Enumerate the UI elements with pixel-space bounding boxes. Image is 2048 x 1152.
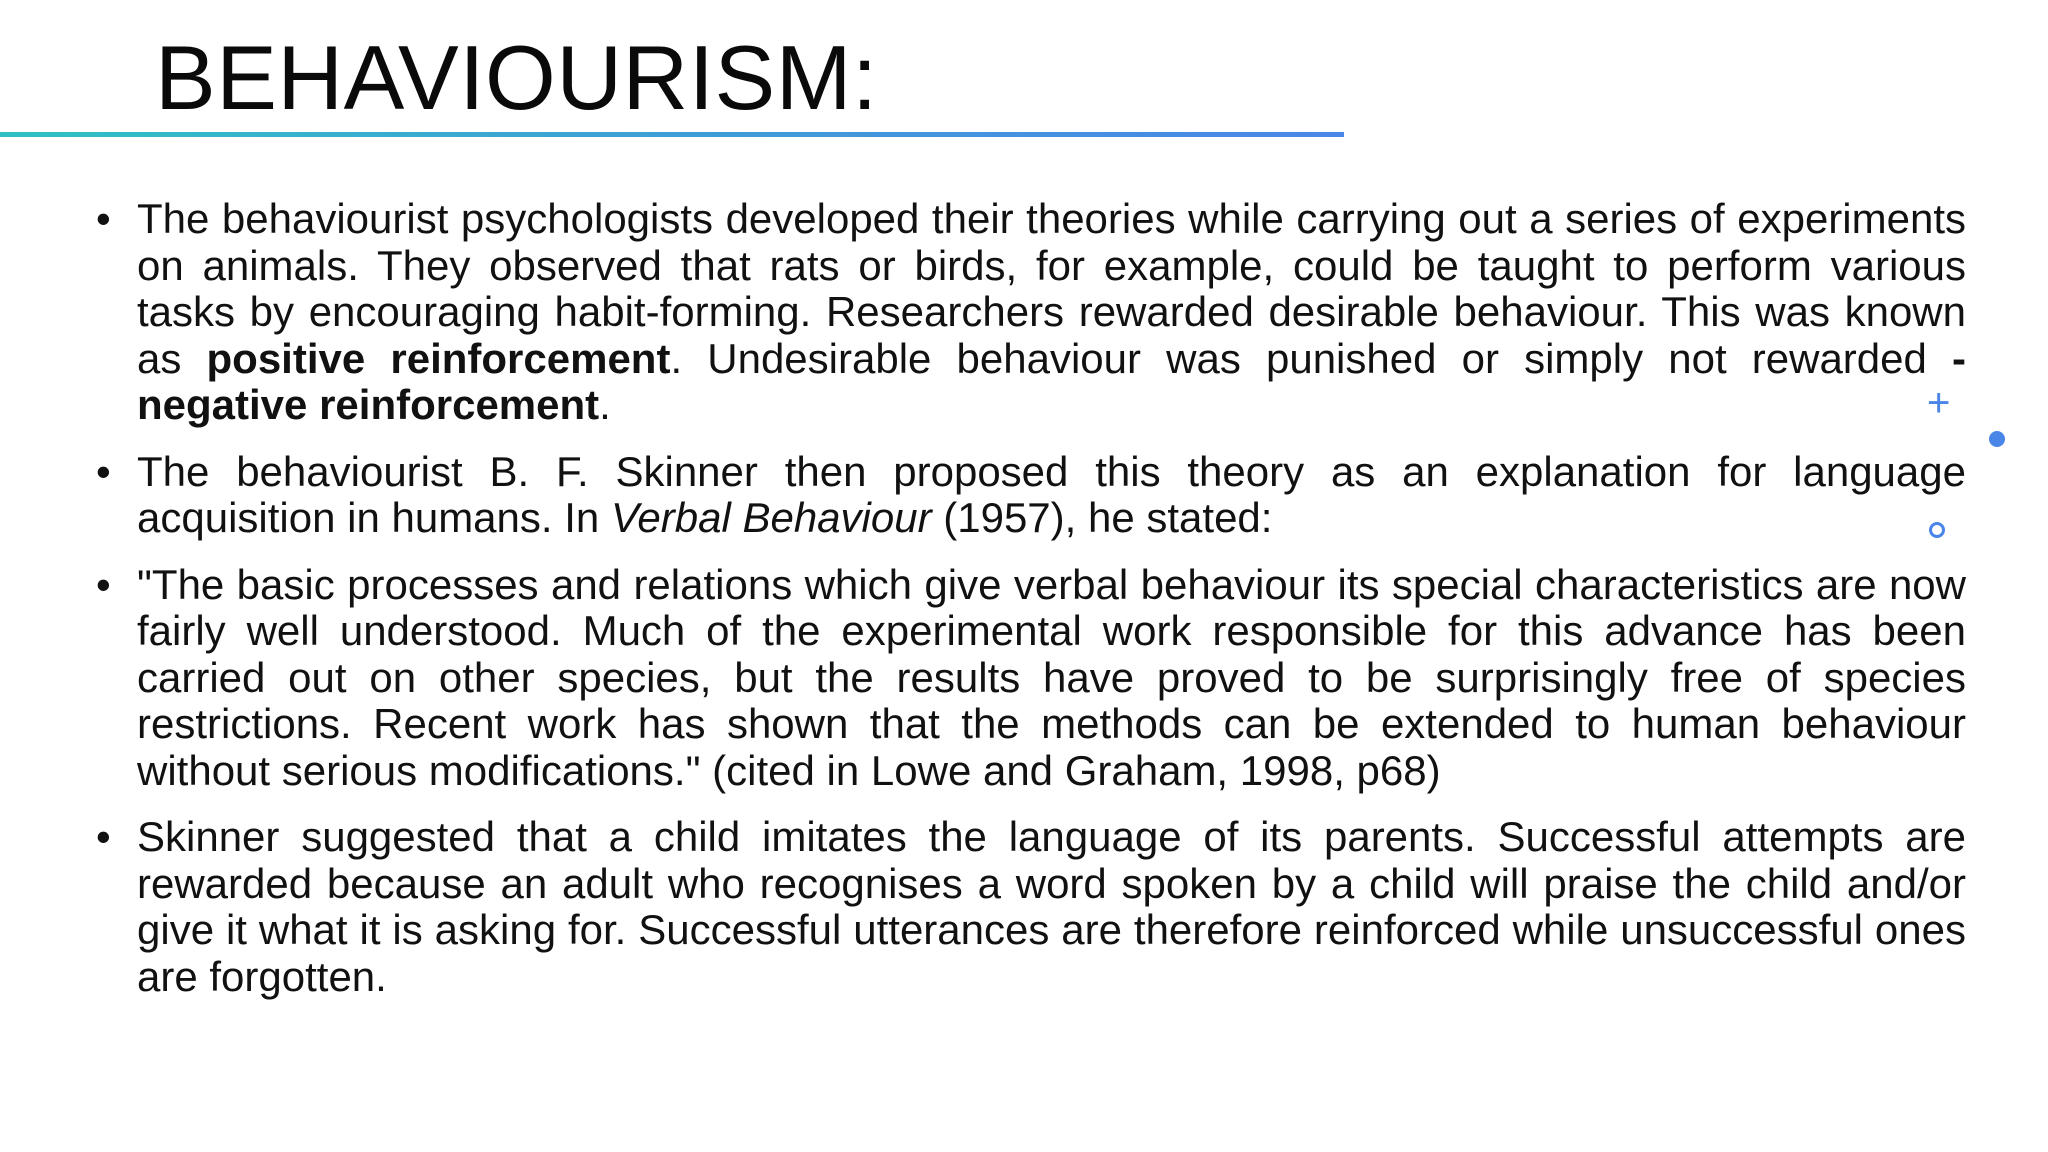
bullet-text-segment: .: [599, 381, 611, 428]
negative-reinforcement-term: - negative reinforcement: [137, 334, 1967, 428]
bullet-text-segment: (1957), he stated:: [931, 494, 1273, 541]
bullet-text-segment: The behaviourist B. F. Skinner then proposed this theory as an explanation for language acquisition in humans. In: [137, 447, 1966, 541]
bullet-item: [96, 196, 1966, 429]
title-underline: [0, 132, 1344, 137]
book-title: Verbal Behaviour: [610, 494, 932, 541]
bullet-marker: •: [96, 560, 111, 608]
slide-body: [96, 196, 1966, 1020]
bullet-item: [96, 562, 1966, 795]
bullet-marker: •: [96, 195, 111, 242]
quote-text: "The basic processes and relations which give verbal behaviour its special characteristics are now fairly well understood. Much of the experimental work responsible for this advance has been carried out on other species, but the results have proved to be surprisingly free of species restrictions. Recent work has shown that the methods can be extended to human behaviour without serious modifications." (cited in Lowe and Graham, 1998, p68): [137, 560, 1966, 794]
bullet-text: [137, 449, 1966, 542]
plus-icon[interactable]: +: [1927, 381, 1951, 425]
bullet-text: [137, 196, 1966, 429]
bullet-item: [96, 814, 1966, 1000]
bullet-marker: •: [96, 447, 111, 495]
bullet-marker: •: [96, 813, 111, 860]
slide-title: BEHAVIOURISM:: [155, 28, 878, 129]
circle-icon[interactable]: [1929, 522, 1945, 538]
positive-reinforcement-term: positive reinforcement: [206, 334, 671, 382]
bullet-text-segment: . Undesirable behaviour was punished or simply not rewarded: [670, 334, 1953, 382]
dot-icon[interactable]: [1989, 431, 2005, 447]
bullet-text: Skinner suggested that a child imitates the language of its parents. Successful attempts are rewarded because an adult who recognises a word spoken by a child will praise the child and/or give it what it is asking for. Successful utterances are therefore reinforced while unsuccessful ones are forgotten.: [137, 813, 1966, 1000]
bullet-text-segment: The behaviourist psychologists developed their theories while carrying out a series of experiments on animals. They observed that rats or birds, for example, could be taught to perform various tasks by encouraging habit-forming. Researchers rewarded desirable behaviour. This was known as: [137, 195, 1966, 382]
bullet-item: [96, 449, 1966, 542]
